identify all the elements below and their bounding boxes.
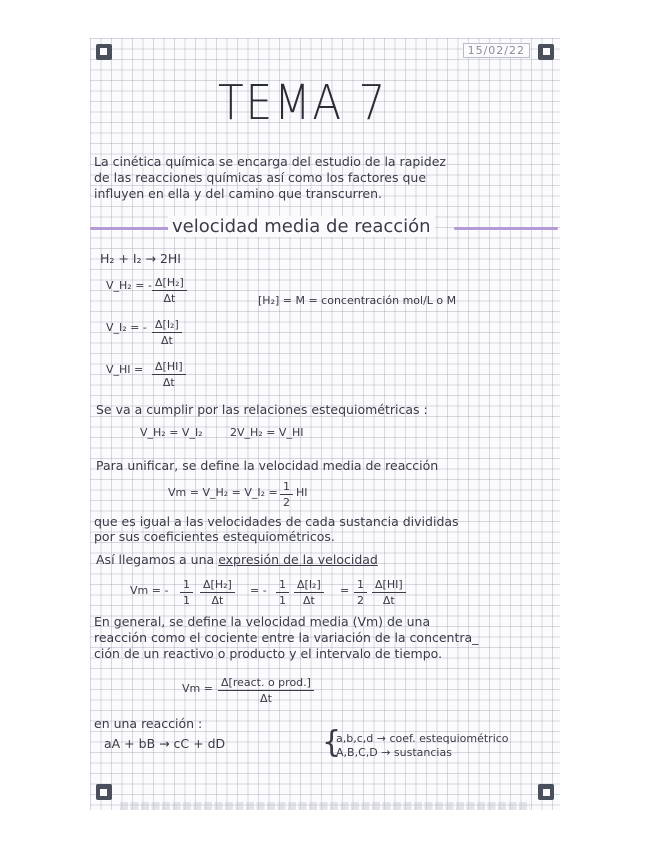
coef-1-fraction-b <box>276 578 289 607</box>
page-title: TEMA 7 <box>218 74 388 131</box>
coef-half-fraction <box>354 578 367 607</box>
vm-full-mid-2: = <box>340 584 350 597</box>
vm-general-fraction <box>218 676 314 705</box>
intro-line-3: influyen en ella y del camino que transcurren. <box>94 186 383 201</box>
general-reaction: aA + bB → cC + dD <box>104 736 226 751</box>
v-h2-label: V_H₂ = - <box>106 279 152 292</box>
v-hi-denominator: Δt <box>162 376 175 389</box>
v-i2-label: V_I₂ = - <box>106 321 147 334</box>
term-hi-fraction <box>372 578 406 607</box>
vm-general-denominator: Δt <box>260 692 272 705</box>
unify-sentence: Para unificar, se define la velocidad media de reacción <box>96 458 439 473</box>
stoich-eq-2: 2V_H₂ = V_HI <box>230 426 304 439</box>
equal-line-2: por sus coeficientes estequiométricos. <box>94 529 335 544</box>
coef-1b-denominator: 1 <box>279 594 286 607</box>
v-h2-denominator: Δt <box>163 292 176 305</box>
reaction-equation: H₂ + I₂ → 2HI <box>100 251 181 266</box>
subst-note: A,B,C,D → sustancias <box>336 746 452 759</box>
v-hi-fraction <box>152 360 186 389</box>
term-i2-denominator: Δt <box>302 594 315 607</box>
section-line-left <box>90 227 170 230</box>
term-hi-numerator: Δ[HI] <box>372 578 406 593</box>
date-box: 15/02/22 <box>463 43 530 58</box>
equal-line-1: que es igual a las velocidades de cada sustancia divididas <box>94 514 459 529</box>
v-i2-denominator: Δt <box>160 334 173 347</box>
corner-marker-top-left <box>96 44 112 60</box>
general-line-2: reacción como el cociente entre la variación de la concentra_ <box>94 630 479 645</box>
notebook-page <box>90 38 560 810</box>
corner-marker-bottom-left <box>96 784 112 800</box>
stoich-sentence: Se va a cumplir por las relaciones estequiométricas : <box>96 402 428 417</box>
half-numerator: 1 <box>280 480 293 495</box>
brace-glyph: { <box>322 725 342 760</box>
arrive-sentence <box>96 552 378 567</box>
vm-general-lead: Vm = <box>182 682 213 695</box>
arrive-sentence-pre: Así llegamos a una <box>96 552 215 567</box>
general-line-1: En general, se define la velocidad media (Vm) de una <box>94 614 431 629</box>
coef-note: a,b,c,d → coef. estequiométrico <box>336 732 509 745</box>
v-i2-fraction <box>152 318 182 347</box>
intro-line-1: La cinética química se encarga del estudio de la rapidez <box>94 154 446 169</box>
section-line-right <box>454 227 558 230</box>
coef-half-denominator: 2 <box>357 594 364 607</box>
vm-eq-right: HI <box>296 486 308 499</box>
concentration-note: [H₂] = M = concentración mol/L o M <box>258 294 457 307</box>
bottom-strip <box>120 802 530 810</box>
term-h2-numerator: Δ[H₂] <box>200 578 235 593</box>
v-h2-numerator: Δ[H₂] <box>152 276 187 291</box>
corner-marker-bottom-right <box>538 784 554 800</box>
coef-1b-numerator: 1 <box>276 578 289 593</box>
vm-general-numerator: Δ[react. o prod.] <box>218 676 314 691</box>
vm-full-mid-1: = - <box>250 584 267 597</box>
v-i2-numerator: Δ[I₂] <box>152 318 182 333</box>
coef-1-fraction-a <box>180 578 193 607</box>
term-hi-denominator: Δt <box>382 594 395 607</box>
coef-half-numerator: 1 <box>354 578 367 593</box>
vm-eq-left: Vm = V_H₂ = V_I₂ = <box>168 486 278 499</box>
coef-1a-denominator: 1 <box>183 594 190 607</box>
term-i2-numerator: Δ[I₂] <box>294 578 324 593</box>
section-header <box>90 216 560 240</box>
term-i2-fraction <box>294 578 324 607</box>
corner-marker-top-right <box>538 44 554 60</box>
half-denominator: 2 <box>283 496 290 509</box>
term-h2-fraction <box>200 578 235 607</box>
general-line-3: ción de un reactivo o producto y el intervalo de tiempo. <box>94 646 443 661</box>
in-reaction-label: en una reacción : <box>94 716 203 731</box>
v-h2-fraction <box>152 276 187 305</box>
stoich-eq-1: V_H₂ = V_I₂ <box>140 426 203 439</box>
vm-full-lead: Vm = - <box>130 584 169 597</box>
half-fraction <box>280 480 293 509</box>
v-hi-label: V_HI = <box>106 363 144 376</box>
intro-line-2: de las reacciones químicas así como los factores que <box>94 170 427 185</box>
coef-1a-numerator: 1 <box>180 578 193 593</box>
v-hi-numerator: Δ[HI] <box>152 360 186 375</box>
term-h2-denominator: Δt <box>211 594 224 607</box>
section-title: velocidad media de reacción <box>168 216 435 237</box>
arrive-sentence-underlined: expresión de la velocidad <box>218 552 378 567</box>
